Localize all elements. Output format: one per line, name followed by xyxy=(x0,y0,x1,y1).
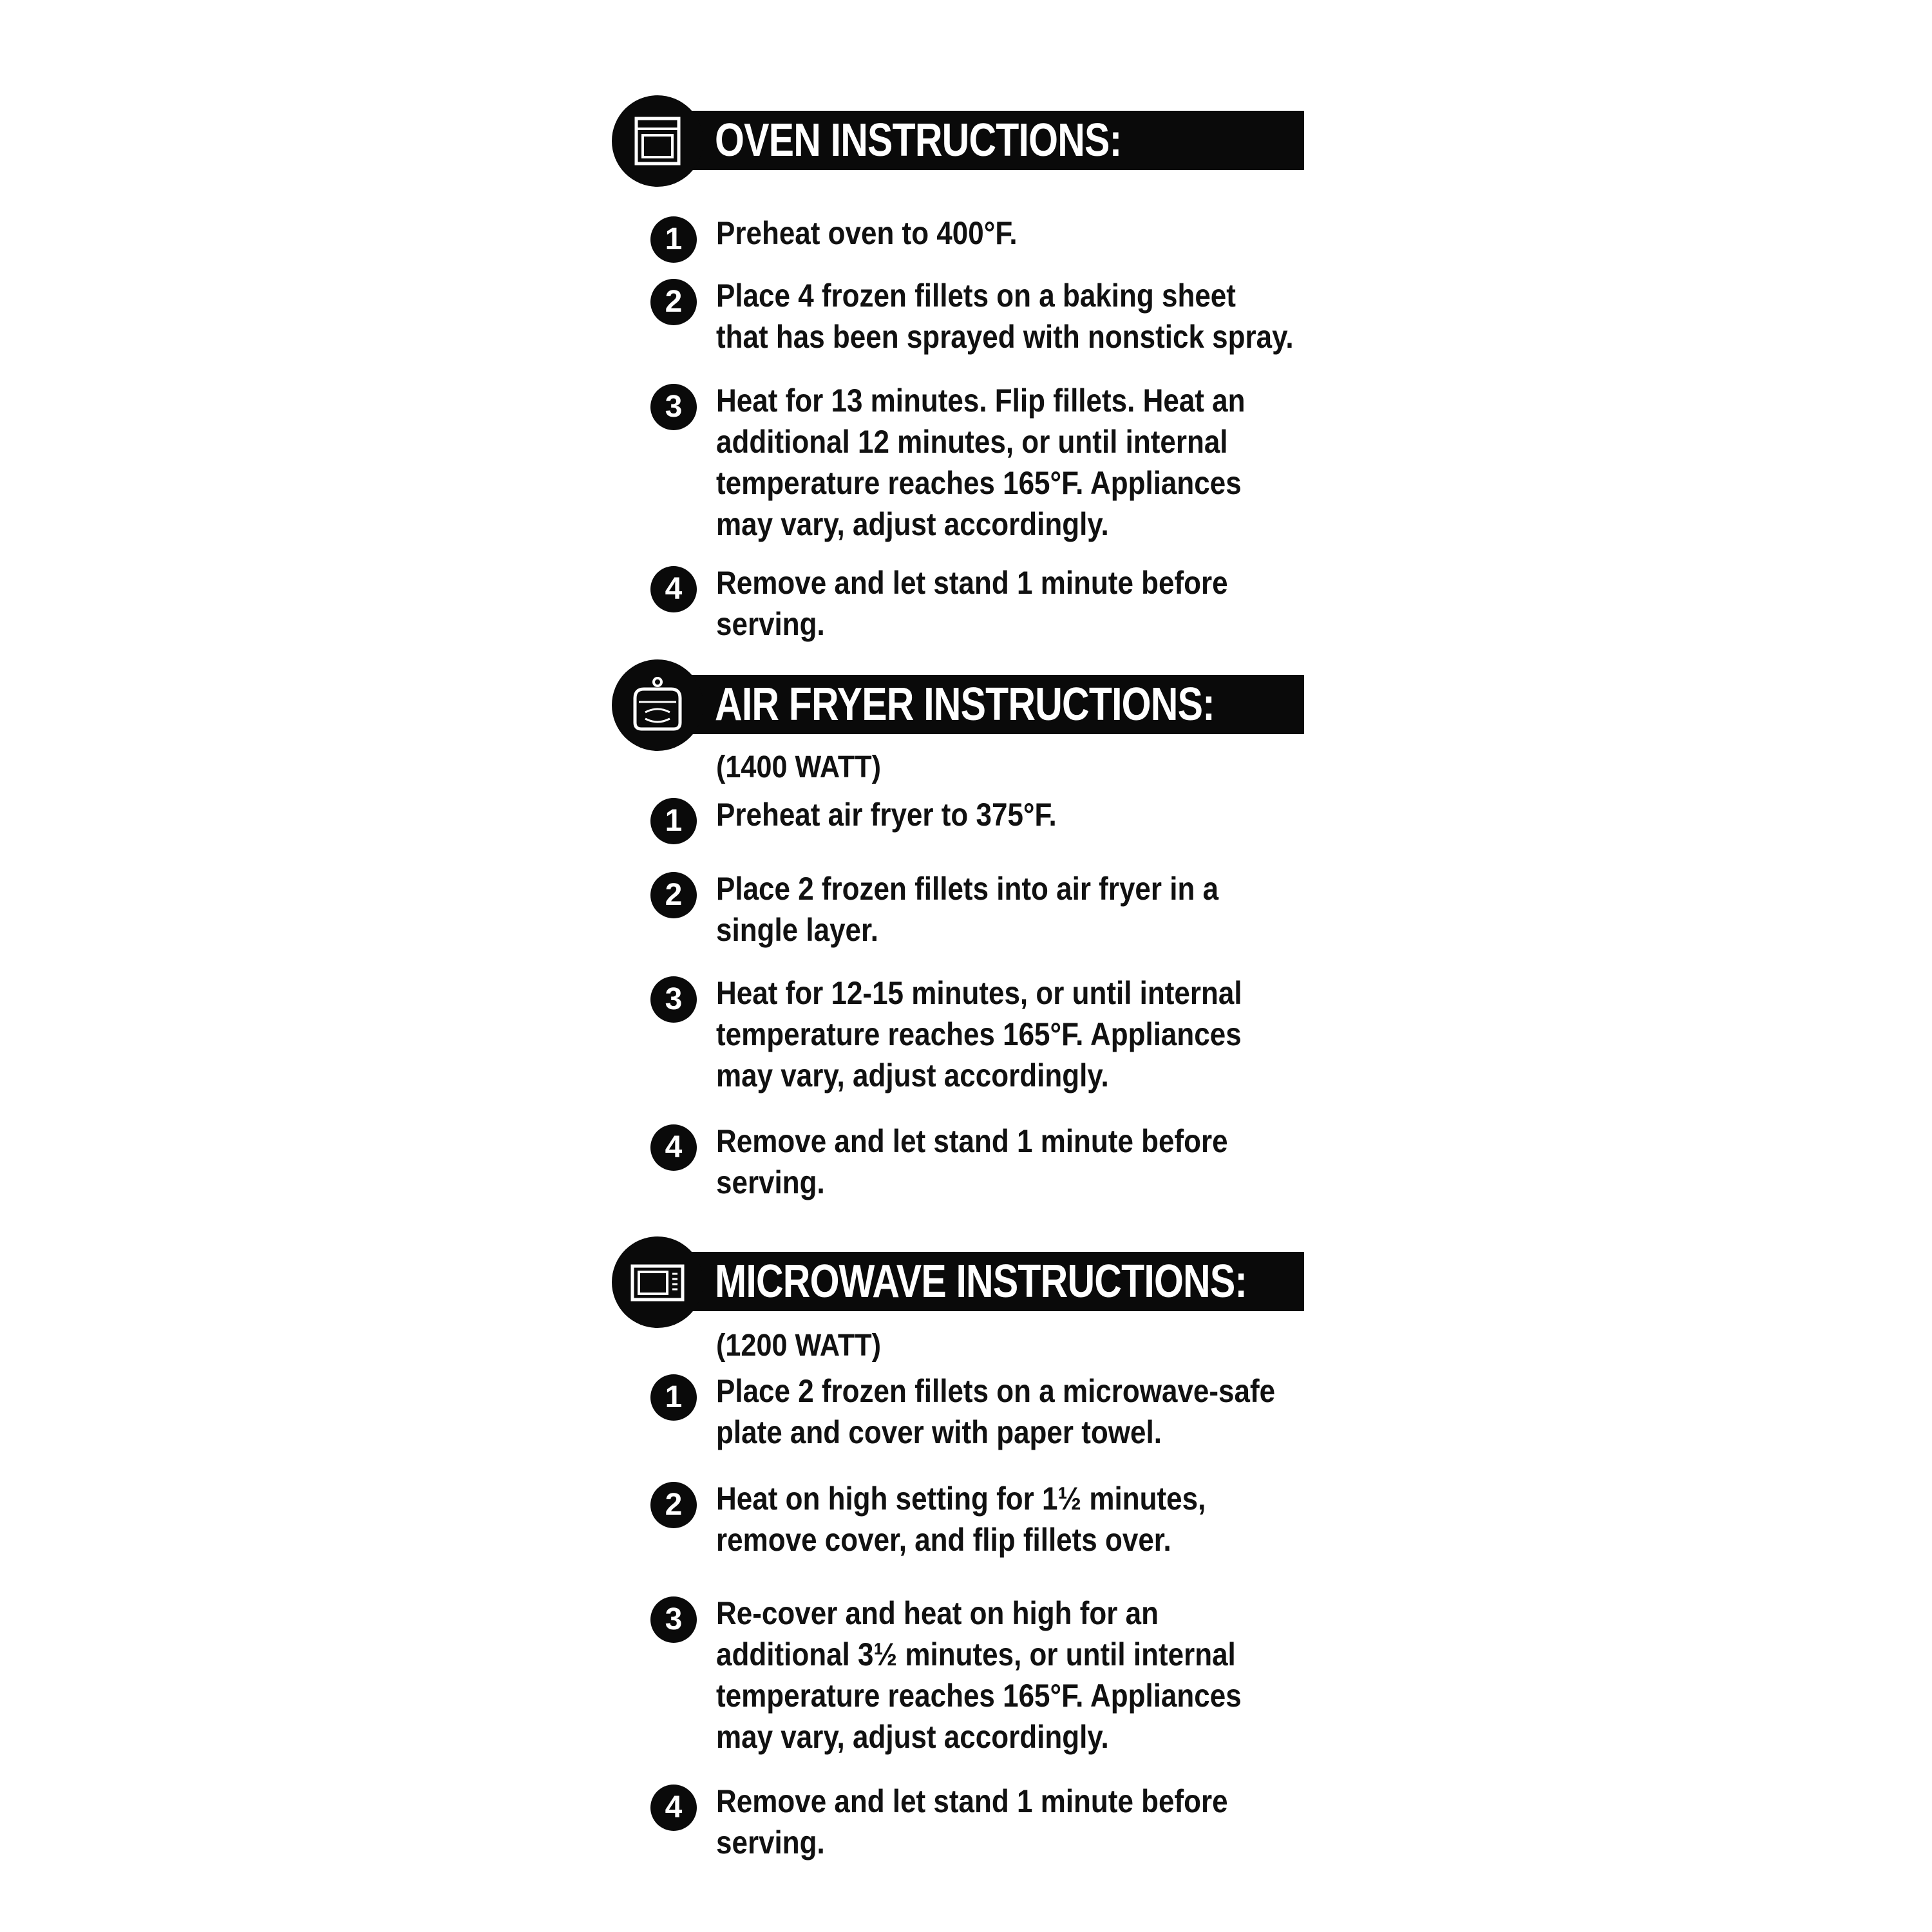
oven-icon xyxy=(625,108,690,174)
step-number: 2 xyxy=(650,279,697,325)
step-text: Place 2 frozen fillets on a microwave-safe plate and cover with paper towel. xyxy=(716,1373,1276,1450)
air-fryer-title: AIR FRYER INSTRUCTIONS: xyxy=(715,679,1215,730)
step-text: Heat for 13 minutes. Flip fillets. Heat an additional 12 minutes, or until internal temperature reaches 165°F. Appliances may vary, adjust accordingly. xyxy=(716,383,1245,542)
header-icon-badge xyxy=(612,95,703,187)
step-text: Place 4 frozen fillets on a baking sheet that has been sprayed with nonstick spray. xyxy=(716,278,1294,355)
microwave-title: MICROWAVE INSTRUCTIONS: xyxy=(715,1256,1247,1307)
step-number: 4 xyxy=(650,1785,697,1831)
microwave-wattage: (1200 WATT) xyxy=(716,1329,882,1363)
step-number: 3 xyxy=(650,1596,697,1643)
microwave-icon xyxy=(625,1249,690,1315)
step-text: Preheat oven to 400°F. xyxy=(716,215,1018,251)
step-number: 1 xyxy=(650,798,697,844)
step-number: 3 xyxy=(650,384,697,430)
microwave-section-header xyxy=(612,1236,1304,1330)
step-number: 4 xyxy=(650,566,697,612)
step-text: Remove and let stand 1 minute before serving. xyxy=(716,1783,1228,1861)
header-icon-badge xyxy=(612,659,703,751)
step-text: Place 2 frozen fillets into air fryer in a single layer. xyxy=(716,871,1219,948)
air-fryer-wattage: (1400 WATT) xyxy=(716,750,882,784)
step-text: Preheat air fryer to 375°F. xyxy=(716,797,1057,833)
step-number: 4 xyxy=(650,1124,697,1171)
step-text: Heat for 12-15 minutes, or until internal temperature reaches 165°F. Appliances may vary, adjust accordingly. xyxy=(716,975,1242,1094)
step-text: Re-cover and heat on high for an additional 3½ minutes, or until internal temperature reaches 165°F. Appliances may vary, adjust accordingly. xyxy=(716,1595,1242,1755)
air-fryer-icon xyxy=(625,672,690,738)
header-icon-badge xyxy=(612,1236,703,1328)
step-text: Remove and let stand 1 minute before serving. xyxy=(716,565,1228,642)
air-fryer-section-header xyxy=(612,659,1304,753)
step-number: 1 xyxy=(650,1374,697,1421)
oven-title: OVEN INSTRUCTIONS: xyxy=(715,115,1122,166)
step-number: 3 xyxy=(650,976,697,1023)
step-text: Heat on high setting for 1½ minutes, remove cover, and flip fillets over. xyxy=(716,1481,1206,1558)
step-number: 1 xyxy=(650,216,697,263)
step-text: Remove and let stand 1 minute before serving. xyxy=(716,1123,1228,1200)
step-number: 2 xyxy=(650,1482,697,1528)
oven-section-header xyxy=(612,95,1304,189)
step-number: 2 xyxy=(650,872,697,918)
